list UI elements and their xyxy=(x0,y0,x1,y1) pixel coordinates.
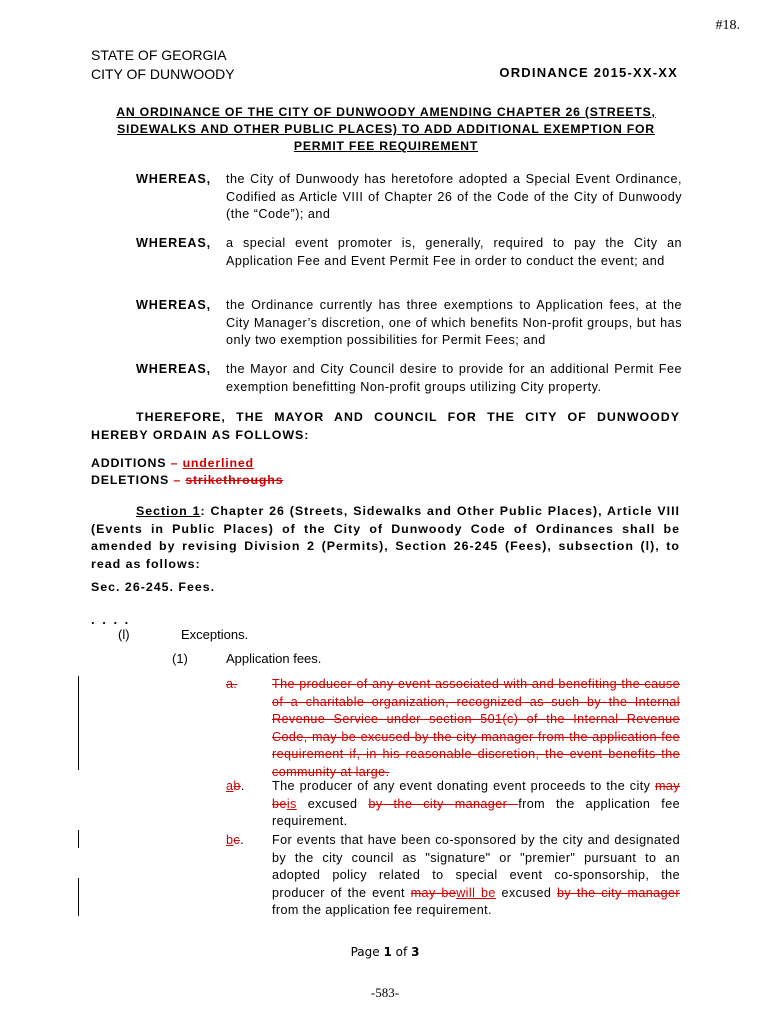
subitem-text xyxy=(272,778,680,831)
deletions-label: DELETIONS xyxy=(91,473,170,487)
city-name: CITY OF DUNWOODY xyxy=(91,66,235,82)
application-fees-heading: Application fees. xyxy=(226,651,322,666)
subitem-letter: a. xyxy=(226,677,238,691)
deleted-text: may be xyxy=(410,885,457,900)
change-bar xyxy=(78,878,79,916)
section-1-label: Section 1 xyxy=(136,504,201,518)
change-bar xyxy=(78,676,79,770)
letter-added: a xyxy=(226,779,234,793)
whereas-label: WHEREAS, xyxy=(136,236,212,250)
added-text: will be xyxy=(456,885,496,900)
whereas-text: the City of Dunwoody has heretofore adopted a Special Event Ordinance, Codified as Article VIII of Chapter 26 of the Code of the City of Dunwoody (the “Code”); and xyxy=(226,172,682,221)
footer-page-word: Page xyxy=(350,945,380,959)
legend-deletions xyxy=(91,472,283,489)
additions-label: ADDITIONS xyxy=(91,456,167,470)
text-run: excused xyxy=(296,796,369,811)
whereas-clause xyxy=(136,235,682,270)
jurisdiction-header xyxy=(91,46,235,84)
additions-sample: underlined xyxy=(182,456,254,470)
therefore-clause: THEREFORE, THE MAYOR AND COUNCIL FOR THE CITY OF DUNWOODY HEREBY ORDAIN AS FOLLOWS: xyxy=(91,410,680,442)
letter-added: b xyxy=(226,833,234,847)
footer-of-word: of xyxy=(395,945,408,959)
whereas-clause xyxy=(136,361,682,396)
whereas-text: a special event promoter is, generally, required to pay the City an Application Fee and Event Permit Fee in order to conduct the event; and xyxy=(226,236,682,268)
whereas-clause xyxy=(136,171,682,224)
footer-page-total: 3 xyxy=(411,945,420,959)
added-text: is xyxy=(286,796,297,811)
section-heading: Sec. 26-245. Fees. xyxy=(91,580,216,594)
agenda-item-number: #18. xyxy=(715,18,740,33)
whereas-text: the Mayor and City Council desire to provide for an additional Permit Fee exemption benefitting Non-profit groups utilizing City property. xyxy=(226,362,682,394)
deleted-text: by the city manager xyxy=(368,796,519,811)
subitem-text xyxy=(272,832,680,920)
ordinance-title xyxy=(91,104,681,155)
exceptions-label: (l) xyxy=(118,627,130,642)
text-run: The producer of any event donating event proceeds to the city xyxy=(272,779,655,793)
packet-page-number: -583- xyxy=(370,985,400,1000)
whereas-clause xyxy=(136,297,682,350)
deletions-sample: strikethroughs xyxy=(185,473,284,487)
deletions-dash: – xyxy=(173,473,182,487)
exceptions-heading: Exceptions. xyxy=(181,627,249,642)
additions-dash: – xyxy=(170,456,179,470)
legend-additions xyxy=(91,455,283,472)
title-line: AN ORDINANCE OF THE CITY OF DUNWOODY AMENDING CHAPTER 26 (STREETS, xyxy=(116,105,656,119)
letter-dot: . xyxy=(240,779,245,793)
subitem-b xyxy=(226,778,680,831)
subitem-c xyxy=(226,832,680,920)
subitem-letter xyxy=(226,778,272,831)
whereas-text: the Ordinance currently has three exemptions to Application fees, at the City Manager’s discretion, one of which benefits Non-profit groups, but has only two exemption possibilities for Permit Fees; and xyxy=(226,298,682,347)
subitem-text: The producer of any event associated with and benefiting the cause of a charitable organization, recognized as such by the Internal Revenue Service under section 501(c) of the Internal Revenue Code, may be excused by the city manager from the application fee requirement if, in his reasonable discretion, the event benefits the community at large. xyxy=(272,677,680,779)
title-line: SIDEWALKS AND OTHER PUBLIC PLACES) TO ADD ADDITIONAL EXEMPTION FOR xyxy=(117,122,655,136)
title-line: PERMIT FEE REQUIREMENT xyxy=(293,139,479,153)
text-run: from the application fee requirement. xyxy=(272,796,680,828)
ellipsis: . . . . xyxy=(91,612,131,627)
application-fees-number: (1) xyxy=(172,651,188,666)
section-1-text: : Chapter 26 (Streets, Sidewalks and Other Public Places), Article VIII (Events in Public Places) of the City of Dunwoody Code of Ordinances shall be amended by revising Division 2 (Permits), Section 26-245 (Fees), subsection (l), to read as follows: xyxy=(91,504,680,571)
page-footer xyxy=(0,945,770,959)
edit-legend xyxy=(91,455,283,489)
subitem-a-deleted xyxy=(226,676,680,781)
whereas-label: WHEREAS, xyxy=(136,362,212,376)
subitem-letter xyxy=(226,832,272,920)
section-1 xyxy=(91,503,680,573)
footer-page-number: 1 xyxy=(383,945,392,959)
state-name: STATE OF GEORGIA xyxy=(91,47,227,63)
letter-deleted: b xyxy=(233,779,241,793)
whereas-label: WHEREAS, xyxy=(136,172,212,186)
letter-deleted: c xyxy=(233,833,241,847)
text-run: excused xyxy=(495,885,557,900)
text-run: For events that have been co-sponsored by the city and designated by the city council as "signature" or "premier" pursuant to an adopted policy related to special event co-sponsorship, the producer of the event xyxy=(272,833,680,900)
deleted-text: by the city manager xyxy=(557,885,680,900)
change-bar xyxy=(78,830,79,848)
whereas-label: WHEREAS, xyxy=(136,298,212,312)
ordinance-number: ORDINANCE 2015-XX-XX xyxy=(499,65,678,80)
deleted-text: may be xyxy=(272,779,680,811)
text-run: from the application fee requirement. xyxy=(272,903,492,917)
letter-dot: . xyxy=(240,833,245,847)
